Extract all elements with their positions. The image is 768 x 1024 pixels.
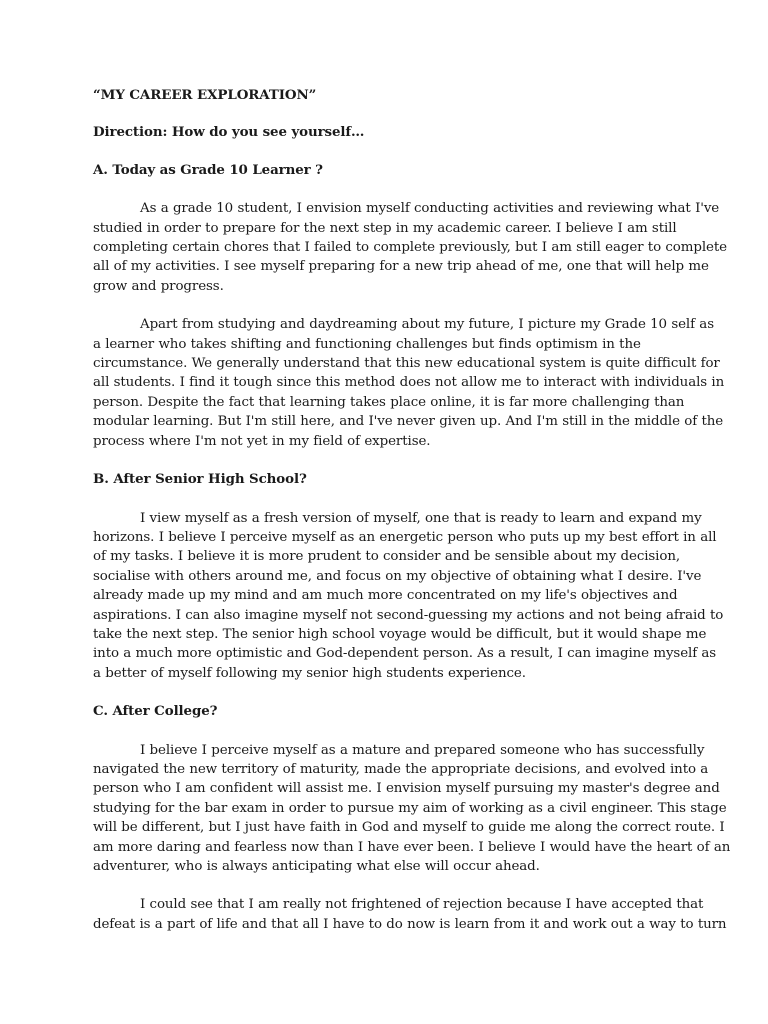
paragraph-line: all students. I find it tough since this method does not allow me to interact with individuals in (93, 375, 725, 391)
paragraph-line: into a much more optimistic and God-dependent person. As a result, I can imagine myself as (93, 646, 717, 662)
paragraph-line: circumstance. We generally understand that this new educational system is quite difficult for (93, 356, 720, 372)
paragraph-line: defeat is a part of life and that all I have to do now is learn from it and work out a way to turn (93, 916, 727, 932)
paragraph-line: I view myself as a fresh version of myself, one that is ready to learn and expand my (140, 510, 702, 526)
paragraph-line: studied in order to prepare for the next step in my academic career. I believe I am still (93, 220, 677, 236)
paragraph-line: completing certain chores that I failed to complete previously, but I am still eager to complete (93, 240, 727, 256)
body-paragraph (93, 315, 725, 451)
paragraph-line: already made up my mind and am much more concentrated on my life's objectives and (93, 588, 678, 604)
paragraph-line: modular learning. But I'm still here, and I've never given up. And I'm still in the middle of the (93, 414, 724, 430)
paragraph-line: will be different, but I just have faith in God and myself to guide me along the correct route. I (93, 820, 725, 836)
paragraph-line: navigated the new territory of maturity, made the appropriate decisions, and evolved into a (93, 761, 709, 777)
document-title: “MY CAREER EXPLORATION” (93, 87, 317, 103)
body-paragraph (93, 895, 727, 934)
paragraph-line: aspirations. I can also imagine myself not second-guessing my actions and not being afraid to (93, 607, 724, 623)
paragraph-line: am more daring and fearless now than I have ever been. I believe I would have the heart of an (93, 839, 731, 855)
direction-line: Direction: How do you see yourself… (93, 124, 365, 141)
paragraph-line: I could see that I am really not frightened of rejection because I have accepted that (140, 897, 704, 913)
paragraph-line: grow and progress. (93, 278, 224, 294)
document-page (93, 86, 731, 953)
document-body (93, 161, 731, 934)
paragraph-line: I believe I perceive myself as a mature and prepared someone who has successfully (140, 742, 705, 758)
paragraph-line: a learner who takes shifting and functioning challenges but finds optimism in the (93, 336, 641, 352)
paragraph-line: of my tasks. I believe it is more prudent to consider and be sensible about my decision, (93, 549, 681, 565)
body-paragraph (93, 741, 731, 877)
body-paragraph (93, 199, 727, 296)
paragraph-line: studying for the bar exam in order to pursue my aim of working as a civil engineer. This stage (93, 800, 727, 816)
paragraph-line: person. Despite the fact that learning takes place online, it is far more challenging than (93, 394, 685, 410)
paragraph-line: As a grade 10 student, I envision myself conducting activities and reviewing what I've (140, 201, 720, 217)
paragraph-line: process where I'm not yet in my field of expertise. (93, 433, 431, 449)
paragraph-line: a better of myself following my senior high students experience. (93, 665, 526, 681)
paragraph-line: socialise with others around me, and focus on my objective of obtaining what I desire. I've (93, 568, 702, 584)
paragraph-line: adventurer, who is always anticipating what else will occur ahead. (93, 859, 540, 874)
section-heading: A. Today as Grade 10 Learner ? (93, 161, 323, 178)
paragraph-line: horizons. I believe I perceive myself as an energetic person who puts up my best effort in all (93, 529, 717, 545)
paragraph-line: Apart from studying and daydreaming about my future, I picture my Grade 10 self as (140, 317, 714, 333)
paragraph-line: all of my activities. I see myself preparing for a new trip ahead of me, one that will help me (93, 259, 709, 275)
section-heading: C. After College? (93, 703, 218, 720)
section-heading: B. After Senior High School? (93, 471, 307, 488)
body-paragraph (93, 509, 724, 684)
paragraph-line: person who I am confident will assist me. I envision myself pursuing my master's degree and (93, 781, 720, 797)
paragraph-line: take the next step. The senior high school voyage would be difficult, but it would shape me (93, 626, 707, 642)
